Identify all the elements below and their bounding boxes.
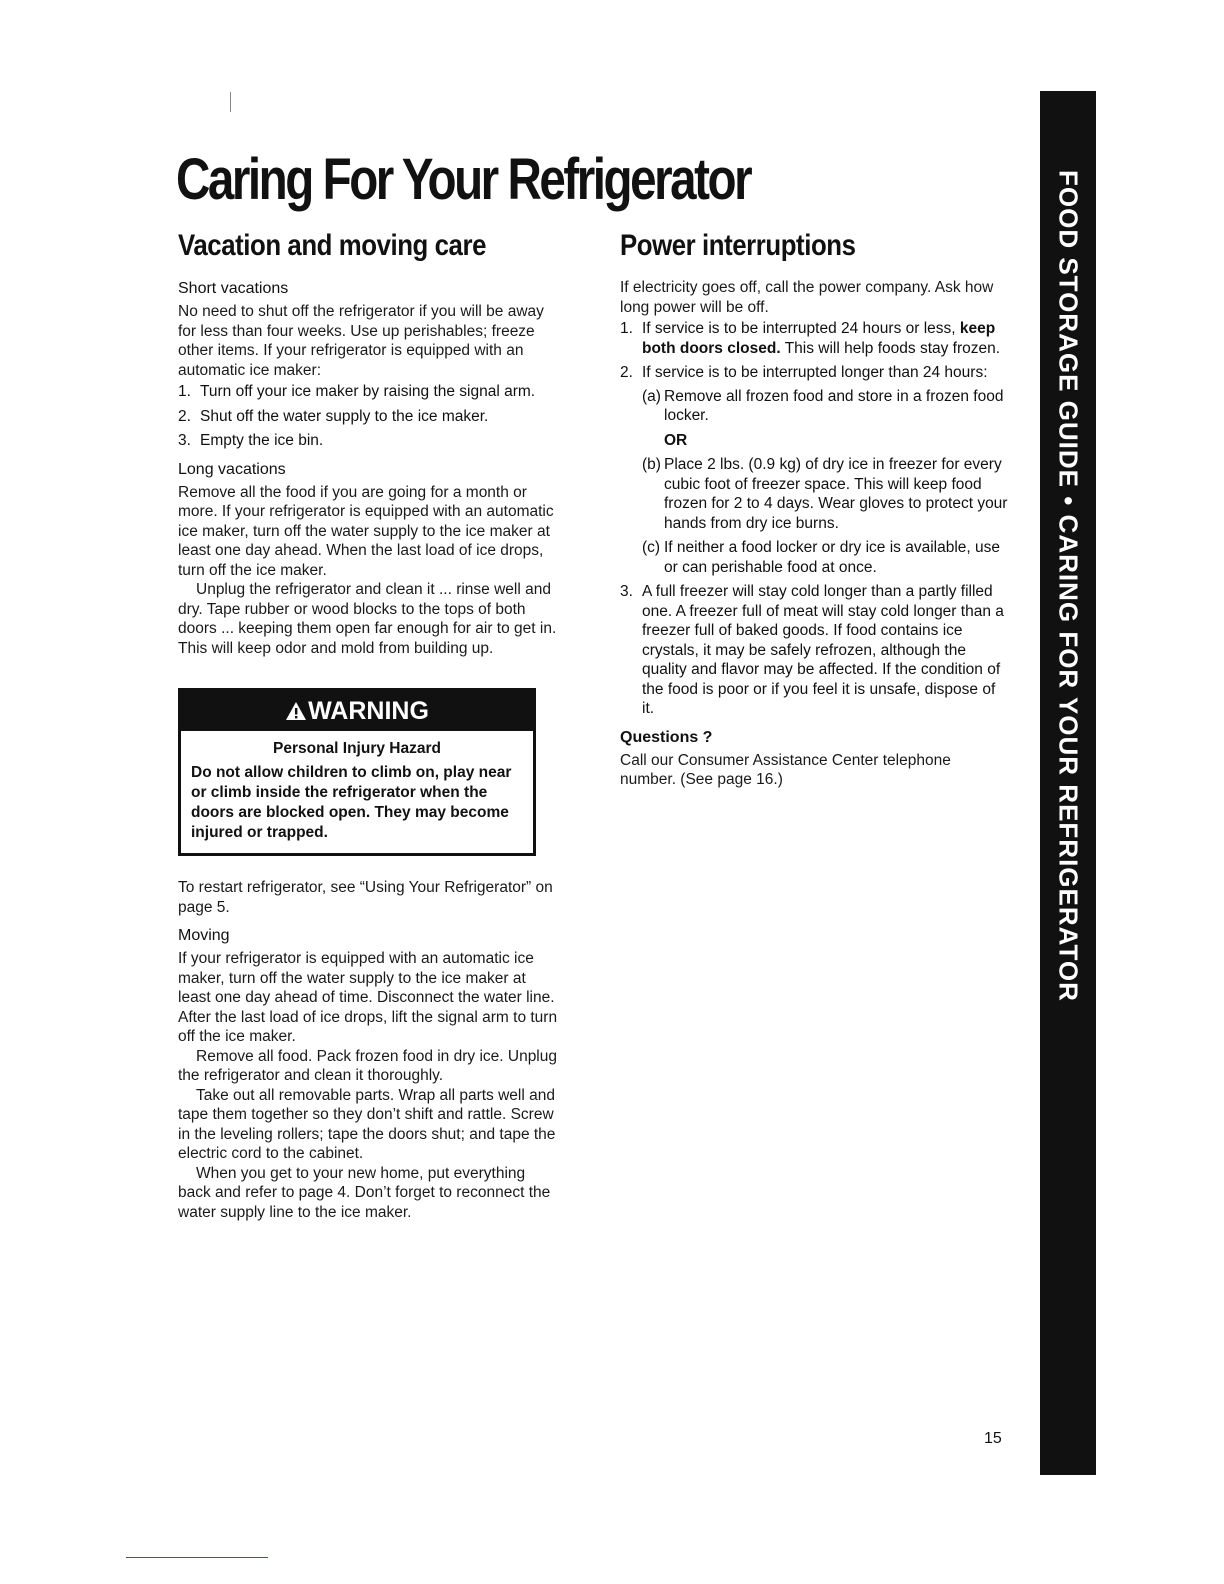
subitem-text: Place 2 lbs. (0.9 kg) of dry ice in freezer for every cubic foot of freezer space. This will keep food frozen for 2 to 4 days. Wear gloves to protect your hands from dry ice burns. [664,456,1008,532]
right-column [620,226,1010,790]
left-column [178,226,562,1222]
step-text: If service is to be interrupted longer than 24 hours: [642,364,988,381]
or-label: OR [664,431,688,449]
warning-text: Do not allow children to climb on, play near or climb inside the refrigerator when the doors are blocked open. They may become injured or trapped. [191,764,512,841]
subitem-label: (b) [642,456,661,473]
subitem-label: (c) [642,539,661,556]
step-text: If service is to be interrupted 24 hours or less, [642,320,956,337]
warning-body [181,731,533,853]
long-vacations-section [178,459,562,659]
step-number: 2. [620,364,633,381]
power-steps [620,319,1010,719]
moving-heading: Moving [178,927,230,944]
vacation-moving-heading: Vacation and moving care [178,229,486,262]
list-item [620,319,1010,358]
questions-heading: Questions ? [620,728,713,746]
short-vacations-steps [178,382,562,451]
warning-box [178,688,536,856]
long-vacations-paragraph-1: Remove all the food if you are going for a month or more. If your refrigerator is equipped with an automatic ice maker, turn off the water supply to the ice maker at least one day ahead. When the last load of ice drops, turn off the ice maker. [178,483,554,579]
list-item [178,431,562,451]
moving-paragraph-3: Take out all removable parts. Wrap all parts well and tape them together so they don’t shift and rattle. Screw in the leveling rollers; tape the doors shut; and tape the electric cord to the cabinet. [178,1086,556,1162]
step-emphasis: keep both doors closed. [642,320,996,357]
step-text: Turn off your ice maker by raising the signal arm. [200,383,536,400]
questions-text: Call our Consumer Assistance Center telephone number. (See page 16.) [620,751,951,788]
step-text: Empty the ice bin. [200,432,324,449]
step-number: 1. [178,383,191,400]
short-vacations-heading: Short vacations [178,280,289,297]
step-number: 3. [620,583,633,600]
moving-paragraph-1: If your refrigerator is equipped with an automatic ice maker, turn off the water supply to the ice maker at least one day ahead of time. Disconnect the water line. After the last load of ice drops, lift the signal arm to turn off the ice maker. [178,950,558,1045]
step-text: This will help foods stay frozen. [784,339,1001,357]
list-item [642,387,1010,426]
short-vacations-section [178,278,562,451]
power-intro: If electricity goes off, call the power company. Ask how long power will be off. [620,279,994,316]
list-item [642,538,1010,577]
scan-mark [230,92,231,112]
side-tab-label: FOOD STORAGE GUIDE • CARING FOR YOUR REFRIGERATOR [1053,170,1084,1002]
warning-triangle-icon [285,693,307,733]
step-number: 2. [178,407,191,425]
step-text: Shut off the water supply to the ice maker. [200,407,489,425]
step-number: 3. [178,432,191,449]
page-number: 15 [984,1430,1002,1447]
warning-subtitle: Personal Injury Hazard [273,740,441,757]
list-item [620,363,1010,577]
long-vacations-paragraph-2: Unplug the refrigerator and clean it ... rinse well and dry. Tape rubber or wood blocks to the tops of both doors ... keeping them open far enough for air to get in. This will keep odor and mold from building up. [178,581,557,657]
moving-paragraph-4: When you get to your new home, put everything back and refer to page 4. Don’t forget to reconnect the water supply line to the ice maker. [178,1164,551,1221]
short-vacations-intro: No need to shut off the refrigerator if you will be away for less than four weeks. Use up perishables; freeze other items. If your refrigerator is equipped with an automatic ice maker: [178,303,544,379]
warning-label: WARNING [308,697,429,725]
power-interruptions-heading: Power interruptions [620,229,856,262]
subitem-text: Remove all frozen food and store in a frozen food locker. [664,387,1004,424]
subitem-label: (a) [642,387,661,405]
list-item [178,407,562,427]
list-item [178,382,562,402]
list-item [620,582,1010,719]
warning-header [181,691,533,731]
restart-note: To restart refrigerator, see “Using Your Refrigerator” on page 5. [178,879,553,916]
bottom-rule [126,1557,268,1558]
long-vacations-heading: Long vacations [178,460,286,478]
list-item [642,455,1010,533]
subitem-text: If neither a food locker or dry ice is available, use or can perishable food at once. [664,539,1001,576]
moving-paragraph-2: Remove all food. Pack frozen food in dry ice. Unplug the refrigerator and clean it thoroughly. [178,1047,557,1084]
moving-section [178,925,562,1222]
page-title: Caring For Your Refrigerator [176,147,751,212]
step-number: 1. [620,320,633,337]
step-2-subitems [642,387,1010,578]
step-text: A full freezer will stay cold longer than a partly filled one. A freezer full of meat will stay cold longer than a freezer full of baked goods. If food contains ice crystals, it may be safely refrozen, although the quality and flavor may be affected. If the condition of the food is poor or if you feel it is unsafe, dispose of it. [642,583,1004,717]
